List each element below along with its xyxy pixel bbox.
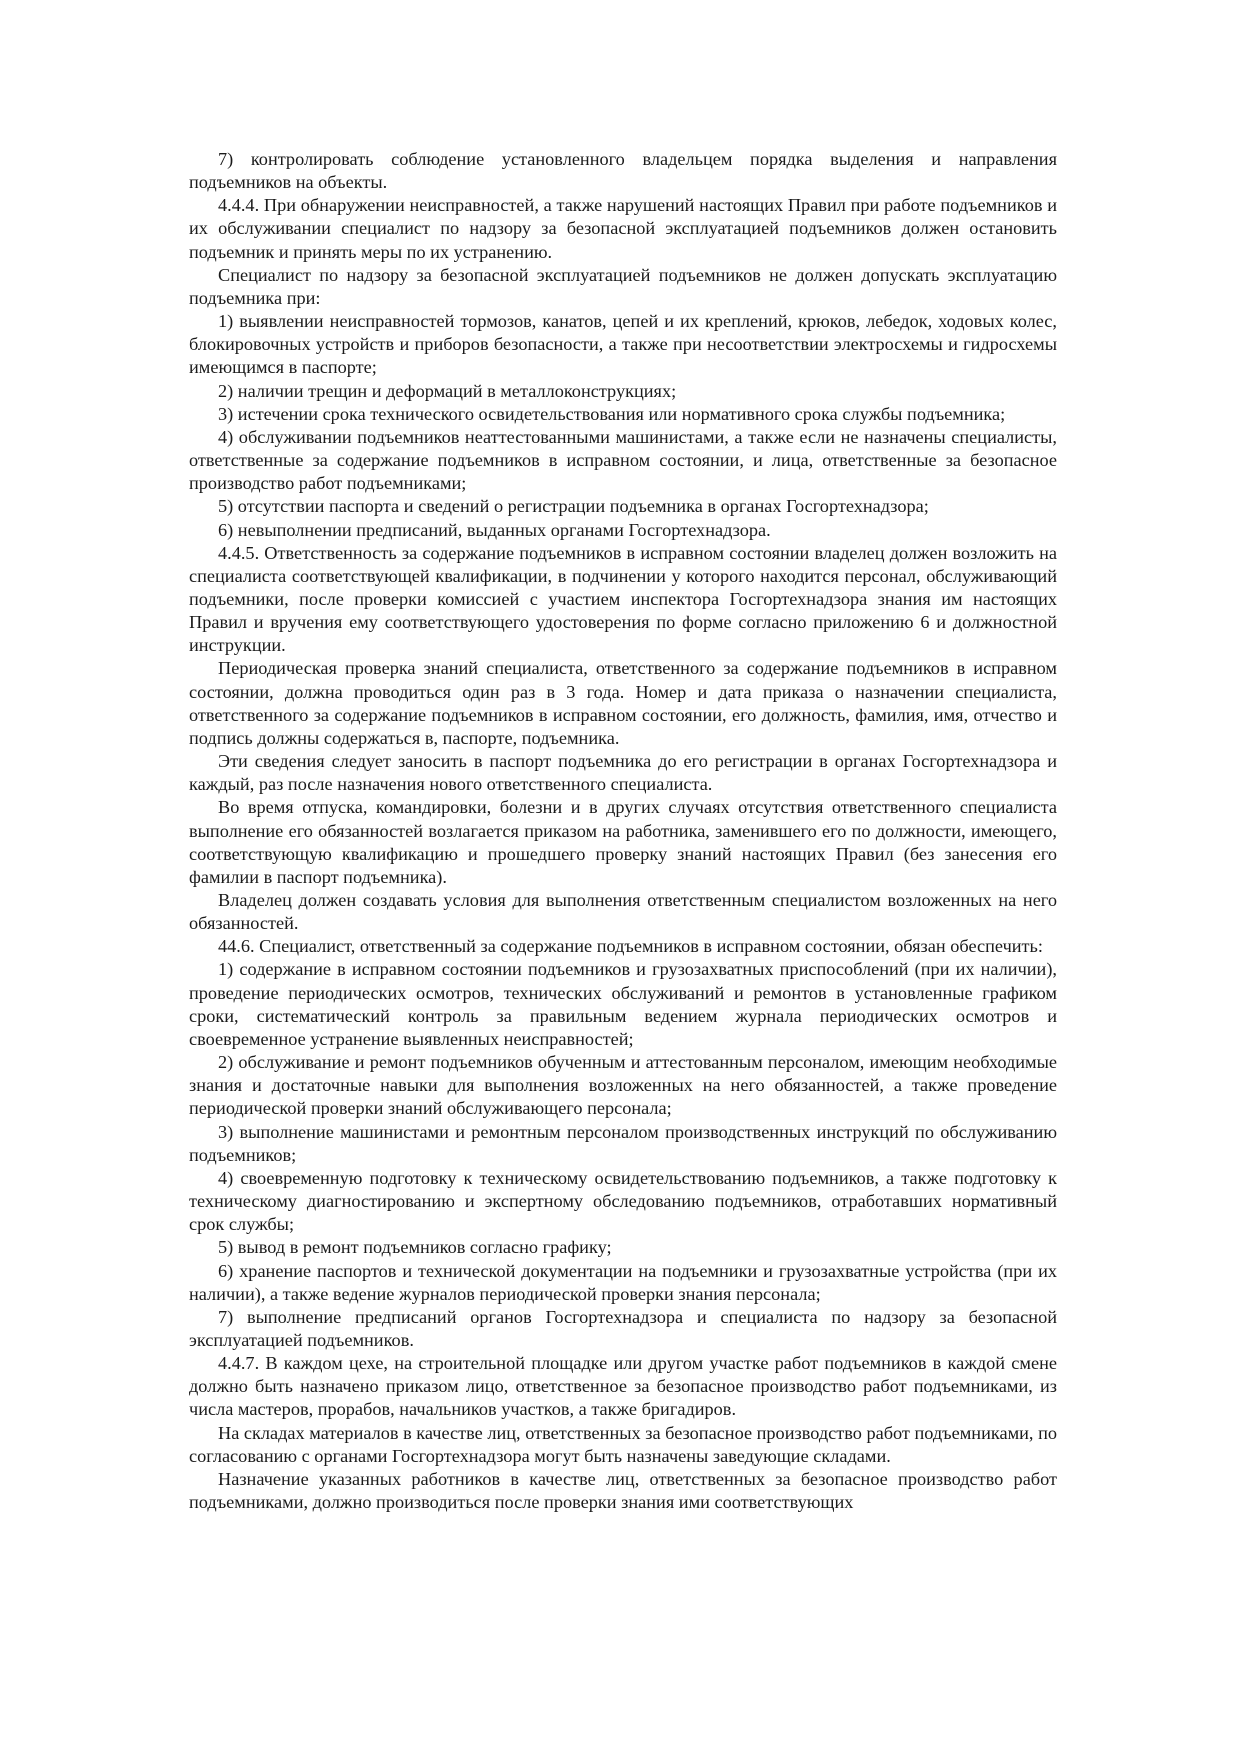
document-body	[189, 148, 1057, 1514]
paragraph-clause-4-4-4: 4.4.4. При обнаружении неисправностей, а также нарушений настоящих Правил при работе подъемников и их обслуживании специалист по надзору за безопасной эксплуатацией подъемников должен остановить подъемник и принять меры по их устранению.	[189, 195, 1057, 262]
paragraph-warehouses: На складах материалов в качестве лиц, ответственных за безопасное производство работ подъемниками, по согласованию с органами Госгортехнадзора могут быть назначены заведующие складами.	[189, 1422, 1057, 1466]
paragraph-list-item-5: 5) отсутствии паспорта и сведений о регистрации подъемника в органах Госгортехнадзора;	[218, 496, 929, 517]
paragraph-specialist-prohibition: Специалист по надзору за безопасной эксплуатацией подъемников не должен допускать эксплуатацию подъемника при:	[189, 264, 1057, 308]
paragraph-duty-item-5: 5) вывод в ремонт подъемников согласно графику;	[218, 1237, 612, 1258]
paragraph-list-item-2: 2) наличии трещин и деформаций в металлоконструкциях;	[218, 380, 677, 401]
paragraph-list-item-4: 4) обслуживании подъемников неаттестованными машинистами, а также если не назначены специалисты, ответственные за содержание подъемников в исправном состоянии, и лица, ответственные за безопасное производство работ подъемниками;	[189, 426, 1057, 494]
paragraph-absence-replacement: Во время отпуска, командировки, болезни и в других случаях отсутствия ответственного специалиста выполнение его обязанностей возлагается приказом на работника, заменившего его по должности, имеющего, соответствующую квалификацию и прошедшего проверку знаний настоящих Правил (без занесения его фамилии в паспорт подъемника).	[189, 797, 1057, 887]
paragraph-duty-item-3: 3) выполнение машинистами и ремонтным персоналом производственных инструкций по обслуживанию подъемников;	[189, 1121, 1057, 1165]
paragraph-clause-4-4-5: 4.4.5. Ответственность за содержание подъемников в исправном состоянии владелец должен возложить на специалиста соответствующей квалификации, в подчинении у которого находится персонал, обслуживающий подъемники, после проверки комиссией с участием инспектора Госгортехнадзора знания им настоящих Правил и вручения ему соответствующего удостоверения по форме согласно приложению 6 и должностной инструкции.	[189, 542, 1057, 656]
paragraph-list-item-1: 1) выявлении неисправностей тормозов, канатов, цепей и их креплений, крюков, лебедок, ходовых колес, блокировочных устройств и приборов безопасности, а также при несоответствии электросхемы и гидросхемы имеющимся в паспорте;	[189, 311, 1057, 378]
paragraph-appointment: Назначение указанных работников в качестве лиц, ответственных за безопасное производство работ подъемниками, должно производиться после проверки знания ими соответствующих	[189, 1468, 1057, 1513]
paragraph-clause-4-4-6: 44.6. Специалист, ответственный за содержание подъемников в исправном состоянии, обязан обеспечить:	[218, 936, 1043, 957]
paragraph-clause-4-4-7: 4.4.7. В каждом цехе, на строительной площадке или другом участке работ подъемников в каждой смене должно быть назначено приказом лицо, ответственное за безопасное производство работ подъемниками, из числа мастеров, прорабов, начальников участков, а также бригадиров.	[189, 1353, 1057, 1420]
paragraph-item-7-allocation: 7) контролировать соблюдение установленного владельцем порядка выделения и направления подъемников на объекты.	[189, 149, 1057, 193]
paragraph-duty-item-4: 4) своевременную подготовку к техническому освидетельствованию подъемников, а также подготовку к техническому диагностированию и экспертному обследованию подъемников, отработавших нормативный срок службы;	[189, 1167, 1057, 1235]
paragraph-duty-item-1: 1) содержание в исправном состоянии подъемников и грузозахватных приспособлений (при их наличии), проведение периодических осмотров, технических обслуживаний и ремонтов в установленные графиком сроки, систематический контроль за правильным ведением журнала периодических осмотров и своевременное устранение выявленных неисправностей;	[189, 959, 1057, 1049]
paragraph-list-item-3: 3) истечении срока технического освидетельствования или нормативного срока службы подъемника;	[218, 403, 1006, 424]
paragraph-duty-item-7: 7) выполнение предписаний органов Госгортехнадзора и специалиста по надзору за безопасной эксплуатацией подъемников.	[189, 1306, 1057, 1350]
paragraph-duty-item-6: 6) хранение паспортов и технической документации на подъемники и грузозахватные устройства (при их наличии), а также ведение журналов периодической проверки знания персонала;	[189, 1260, 1057, 1304]
paragraph-passport-entry: Эти сведения следует заносить в паспорт подъемника до его регистрации в органах Госгортехнадзора и каждый, раз после назначения нового ответственного специалиста.	[189, 751, 1057, 795]
paragraph-duty-item-2: 2) обслуживание и ремонт подъемников обученным и аттестованным персоналом, имеющим необходимые знания и достаточные навыки для выполнения возложенных на него обязанностей, а также проведение периодической проверки знаний обслуживающего персонала;	[189, 1052, 1057, 1119]
paragraph-owner-conditions: Владелец должен создавать условия для выполнения ответственным специалистом возложенных на него обязанностей.	[189, 890, 1057, 934]
paragraph-list-item-6: 6) невыполнении предписаний, выданных органами Госгортехнадзора.	[218, 519, 771, 540]
paragraph-periodic-check: Периодическая проверка знаний специалиста, ответственного за содержание подъемников в исправном состоянии, должна проводиться один раз в 3 года. Номер и дата приказа о назначении специалиста, ответственного за содержание подъемников в исправном состоянии, его должность, фамилия, имя, отчество и подпись должны содержаться в, паспорте, подъемника.	[189, 658, 1057, 748]
